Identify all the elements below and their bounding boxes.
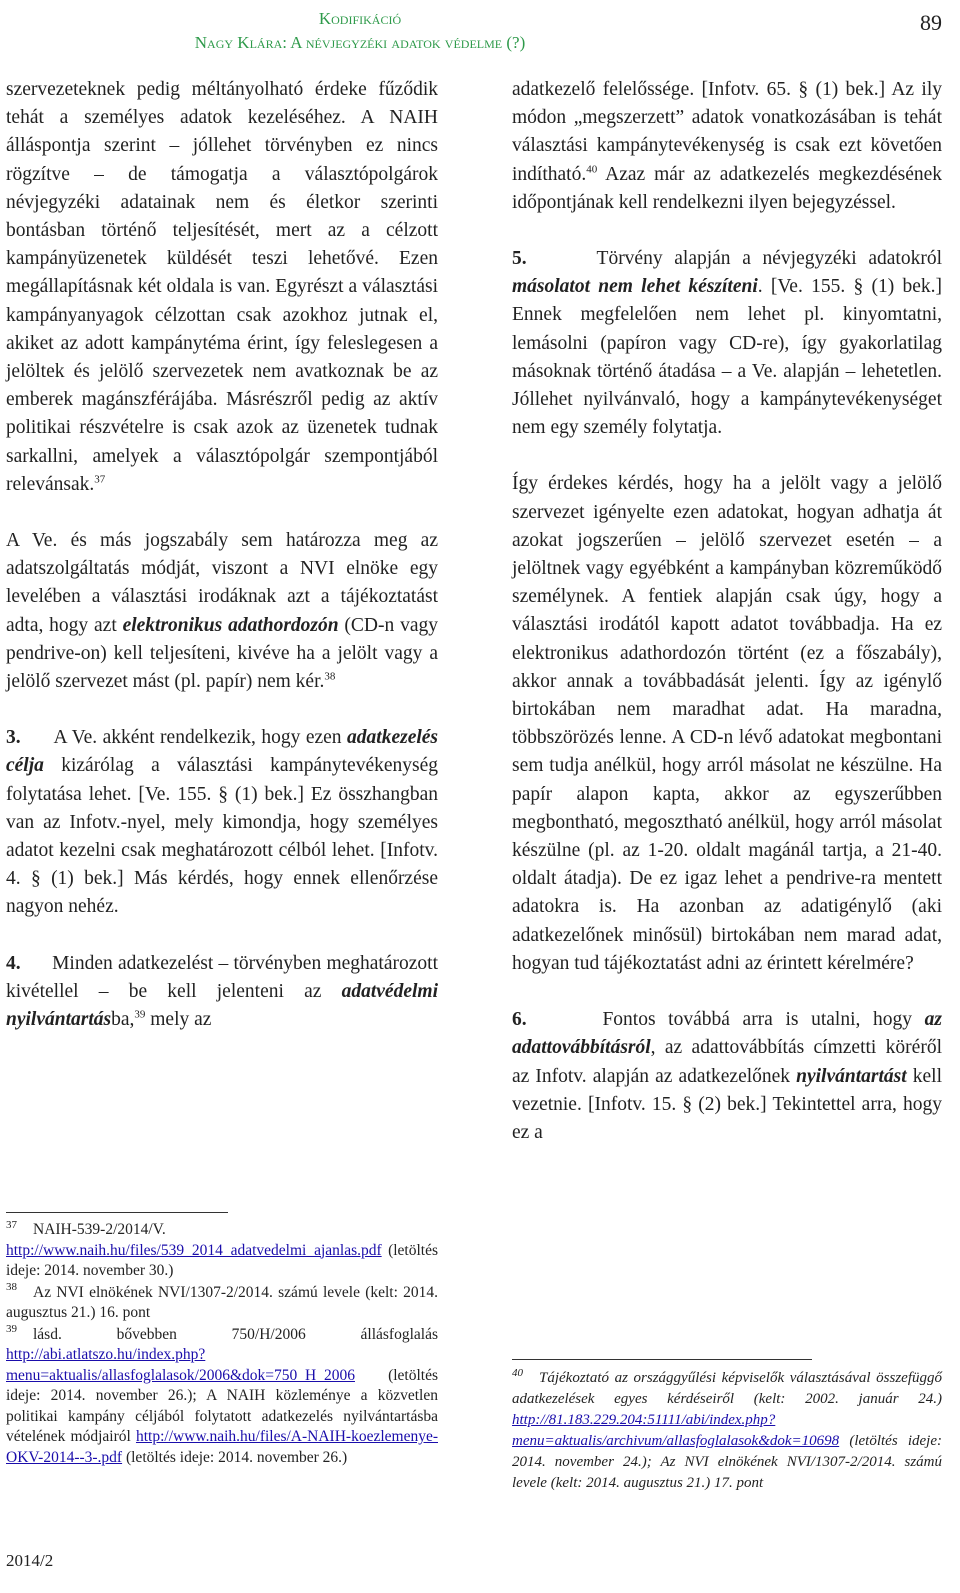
paragraph-left-2: A Ve. és más jogszabály sem határozza meg az adatszolgáltatás módját, viszont a NVI elnöke egy levelében a választási irodáknak azt a tájékoztatást adta, hogy azt elektronikus adathordozón (CD-n vagy pendrive-on) kell teljesíteni, kivéve ha a jelölt vagy a jelölő szervezet mást (pl. papír) nem kér.$^{38}$: [6, 530, 438, 693]
right-column: [512, 76, 942, 1147]
page-header: [0, 6, 960, 56]
footnote-ref-38[interactable]: 38: [324, 670, 336, 683]
paragraph-right-5: 5. Törvény alapján a névjegyzéki adatokról másolatot nem lehet készíteni. [Ve. 155. § (1) bek.] Ennek megfelelően nem lehet pl. kinyomtatni, lemásolni (papíron vagy CD-re), így gyakorlatilag másoknak történő átadása – a Ve. alapján – lehetetlen. Jóllehet nyilvánvaló, hogy a kampánytevékenységet nem egy személy folytatja.: [512, 248, 942, 439]
emphasis-records: nyilvántartást: [796, 1065, 907, 1087]
article-running-title: Nagy Klára: A névjegyzéki adatok védelme (?): [194, 33, 526, 52]
footnote-40-link[interactable]: http://81.183.229.204:51111/abi/index.php?menu=aktualis/archivum/allasfoglalasok&dok=10698: [512, 1412, 840, 1449]
footnote-ref-37[interactable]: 37: [94, 473, 106, 486]
paragraph-right-7: 6. Fontos továbbá arra is utalni, hogy az adattovábbításról, az adattovábbítás címzetti köréről az Infotv. alapján az adatkezelőnek nyilvántartást kell vezetnie. [Infotv. 15. § (2) bek.] Tekintettel arra, hogy ez a: [512, 1009, 943, 1143]
left-column: [6, 76, 438, 1034]
footnotes-right: [512, 1368, 942, 1494]
footnotes-left: [6, 1220, 438, 1469]
page-number: 89: [920, 10, 942, 35]
footnote-divider-right: [512, 1359, 812, 1360]
issue-number: 2014/2: [6, 1551, 54, 1570]
footnote-39-link-1[interactable]: http://abi.atlatszo.hu/index.php?menu=aktualis/allasfoglalasok/2006&dok=750_H_2006: [6, 1346, 355, 1384]
section-number-5: 5.: [512, 248, 527, 270]
footnote-37: $^{37}$ NAIH-539-2/2014/V. http://www.naih.hu/files/539_2014_adatvedelmi_ajanlas.pdf (letöltés ideje: 2014. november 30.): [6, 1218, 438, 1279]
paragraph-left-3: 3. A Ve. akként rendelkezik, hogy ezen adatkezelés célja kizárólag a választási kampánytevékenység folytatása lehet. [Ve. 155. § (1) bek.] Ez összhangban van az Infotv.-nyel, mely kimondja, hogy személyes adatot kezelni csak meghatározott célból lehet. [Infotv. 4. § (1) bek.] Más kérdés, hogy ennek ellenőrzése nagyon nehéz.: [6, 727, 439, 918]
paragraph-right-6: Így érdekes kérdés, hogy ha a jelölt vagy a jelölő szervezet igényelte ezen adatokat, hogyan adhatja át azokat jogszerűen – jelölő szervezet esetén – a jelöltnek vagy egyébként a kampányban közreműködő személynek. A fentiek alapján csak úgy, hogy a választási irodától kapott adatot továbbadja. Ha ez elektronikus adathordozón történt (ez a főszabály), akkor annak a továbbadását jelenti. Így az igénylő birtokában nem maradhat adat. Ha maradna, többszörözés lenne. A CD-n lévő adatokat megbontani sem tudja anélkül, hogy arról másolat ne készülne. Ha papír alapon kapta, akkor az egyszerűbben megbontható, megosztható anélkül, hogy arról másolat készülne (pl. az 1-20. oldalt magánál tartja, a 21-40. oldalt átadja). De ez igaz lehet a pendrive-ra mentett adatokra is. Ha azonban az adatigénylő (aki adatkezelőnek minősül) birtokában nem marad adat, hogyan tud tájékoztatást adni az érintett kérelmére?: [512, 473, 942, 974]
emphasis-electronic-media: elektronikus adathordozón: [122, 614, 339, 636]
footnote-39-link-2[interactable]: http://www.naih.hu/files/A-NAIH-koezlemenye-OKV-2014--3-.pdf: [6, 1428, 438, 1466]
footnote-ref-39[interactable]: 39: [134, 1008, 146, 1021]
paragraph-right-1: adatkezelő felelőssége. [Infotv. 65. § (1) bek.] Az ily módon „megszerzett” adatok vonatkozásában is tehát választási kampánytevékenység is csak ezt követően indítható.$^{40}$ Azaz már az adatkezelés megkezdésének időpontjának kell rendelkezni ilyen bejegyzéssel.: [512, 79, 942, 213]
emphasis-data-transfer: az adattovábbításról: [512, 1009, 943, 1059]
paragraph-left-1: szervezeteknek pedig méltányolható érdeke fűződik tehát a személyes adatok kezeléséhez. A NAIH álláspontja szerint – jóllehet törvényben ez nincs rögzítve – de támogatja a választópolgárok névjegyzéki adatainak nem és életkor szerinti bontásban történő teljesítését, mert az a célzott kampányüzenetek küldését teszi lehetővé. Ezen megállapításnak két oldala is van. Egyrészt a választási kampányanyagok célzottan csak azokhoz jutnak el, akiket az adott kampánytéma érint, így feleslegesen a jelöltek és jelölő szervezetek nem avatkoznak be az emberek magánszférájába. Másrészről pedig az aktív politikai részvételre is csak azok az üzenetek tudnak sarkallni, amelyek a választópolgár szempontjából relevánsak.$^{37}$: [6, 79, 438, 495]
journal-title: Kodifikáció: [318, 9, 402, 28]
emphasis-no-copy: másolatot nem lehet készíteni: [512, 276, 758, 298]
footnote-38: $^{38}$ Az NVI elnökének NVI/1307-2/2014. számú levele (kelt: 2014. augusztus 21.) 16. pont: [6, 1281, 438, 1321]
footnote-divider-left: [6, 1212, 228, 1213]
footnote-39: $^{39}$ lásd. bővebben 750/H/2006 állásfoglalás http://abi.atlatszo.hu/index.php?menu=aktualis/allasfoglalasok/2006&dok=750_H_2006 (letöltés ideje: 2014. november 26.); A NAIH közleménye a közvetlen politikai kampány céljából folytatott adatkezelés nyilvántartásba vételének módjairól http://www.naih.hu/files/A-NAIH-koezlemenye-OKV-2014--3-.pdf (letöltés ideje: 2014. november 26.): [6, 1323, 438, 1466]
footnote-ref-40[interactable]: 40: [586, 163, 598, 176]
emphasis-registry: adatvédelmi nyilvántartás: [6, 980, 438, 1031]
section-number-6: 6.: [512, 1009, 527, 1031]
section-number-3: 3.: [6, 727, 21, 749]
paragraph-left-4: 4. Minden adatkezelést – törvényben meghatározott kivétellel – be kell jelenteni az adatvédelmi nyilvántartásba,$^{39}$ mely az: [6, 952, 438, 1031]
footnote-37-link[interactable]: http://www.naih.hu/files/539_2014_adatvedelmi_ajanlas.pdf: [6, 1241, 382, 1259]
section-number-4: 4.: [6, 952, 21, 974]
emphasis-purpose: adatkezelés célja: [6, 727, 439, 777]
footnote-40: $^{40}$ Tájékoztató az országgyűlési képviselők választásával összefüggő adatkezelések egyes kérdéseiről (kelt: 2002. január 24.) http://81.183.229.204:51111/abi/index.php?menu=aktualis/archivum/allasfoglalasok&dok=10698 (letöltés ideje: 2014. november 24.); Az NVI elnökének NVI/1307-2/2014. számú levele (kelt: 2014. augusztus 21.) 17. pont: [512, 1367, 942, 1491]
